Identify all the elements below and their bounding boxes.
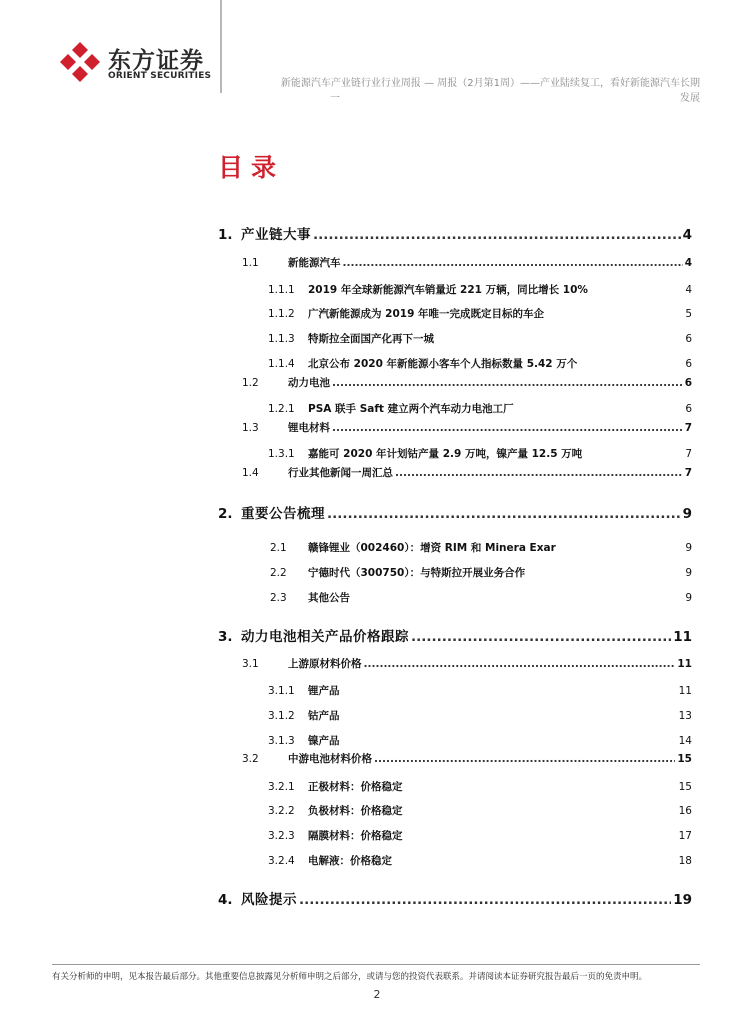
- report-title-line-1: 新能源汽车产业链行业行业周报 — 周报（2月第1周）——产业陆续复工，看好新能源汽车长期: [280, 78, 700, 89]
- toc-number: 3.1.1: [268, 685, 295, 697]
- toc-number: 1.1.1: [268, 284, 295, 296]
- toc-number: 3.1.3: [268, 735, 295, 747]
- toc-label: 风险提示: [241, 892, 297, 908]
- toc-label: 正极材料：价格稳定: [308, 781, 403, 793]
- toc-number: 2.1: [270, 542, 287, 554]
- toc-leader: [299, 892, 671, 908]
- toc-label: 特斯拉全面国产化再下一城: [308, 333, 434, 345]
- toc-label: 嘉能可 2020 年计划钴产量 2.9 万吨，镍产量 12.5 万吨: [308, 448, 583, 460]
- footer-disclaimer: 有关分析师的申明，见本报告最后部分。其他重要信息披露见分析师申明之后部分，或请与您的投资代表联系。并请阅读本证券研究报告最后一页的免责申明。: [52, 972, 648, 982]
- logo: [58, 40, 218, 86]
- toc-label: 上游原材料价格: [288, 658, 362, 670]
- toc-page: 9: [685, 542, 692, 554]
- toc-page: 14: [678, 735, 692, 747]
- toc-page: 7: [684, 467, 692, 479]
- toc-page: 15: [677, 753, 692, 765]
- toc-number: 3.2.1: [268, 781, 295, 793]
- toc-number: 3.2.4: [268, 855, 295, 867]
- toc-number: 2.2: [270, 567, 287, 579]
- toc-label: 隔膜材料：价格稳定: [308, 830, 403, 842]
- toc-entry[interactable]: [268, 331, 692, 346]
- toc-page: 9: [685, 592, 692, 604]
- toc-page: 18: [678, 855, 692, 867]
- toc-entry[interactable]: [270, 565, 692, 580]
- report-title-line-2: 一 发展: [330, 93, 700, 104]
- toc-page: 13: [678, 710, 692, 722]
- toc-number: 1.4: [242, 467, 259, 479]
- toc-page: 4: [682, 227, 692, 243]
- toc-entry[interactable]: [218, 502, 692, 522]
- toc-entry[interactable]: [218, 223, 692, 243]
- toc-label: 宁德时代（300750）：与特斯拉开展业务合作: [308, 567, 526, 579]
- toc-page: 4: [684, 257, 692, 269]
- toc-entry[interactable]: [268, 356, 692, 371]
- toc-number: 1.3: [242, 422, 259, 434]
- toc-leader: [411, 629, 671, 645]
- toc-number: 1.1.4: [268, 358, 295, 370]
- toc-label: 赣锋锂业（002460）：增资 RIM 和 Minera Exar: [308, 542, 556, 554]
- toc-entry[interactable]: [242, 375, 692, 390]
- toc-number: 1.: [218, 227, 233, 243]
- toc-page: 16: [678, 805, 692, 817]
- toc-number: 1.1.3: [268, 333, 295, 345]
- toc-leader: [343, 257, 683, 269]
- page-title: 目录: [218, 153, 285, 182]
- toc-label: 重要公告梳理: [241, 506, 325, 522]
- toc-label: 中游电池材料价格: [288, 753, 372, 765]
- toc-number: 1.1: [242, 257, 259, 269]
- toc-label: 行业其他新闻一周汇总: [288, 467, 393, 479]
- toc-page: 7: [684, 422, 692, 434]
- toc-entry[interactable]: [268, 733, 692, 748]
- toc-leader: [332, 377, 683, 389]
- toc-page: 11: [678, 685, 692, 697]
- toc-page: 11: [673, 629, 692, 645]
- toc-entry[interactable]: [268, 779, 692, 794]
- toc-number: 4.: [218, 892, 233, 908]
- toc-number: 1.3.1: [268, 448, 295, 460]
- toc-page: 11: [677, 658, 692, 670]
- toc-entry[interactable]: [268, 708, 692, 723]
- toc-page: 6: [684, 377, 692, 389]
- toc-label: 北京公布 2020 年新能源小客车个人指标数量 5.42 万个: [308, 358, 578, 370]
- toc-page: 6: [685, 358, 692, 370]
- toc-entry[interactable]: [242, 656, 692, 671]
- toc-number: 3.2.3: [268, 830, 295, 842]
- toc-page: 4: [685, 284, 692, 296]
- toc-label: 新能源汽车: [288, 257, 341, 269]
- toc-number: 2.3: [270, 592, 287, 604]
- toc-entry[interactable]: [268, 683, 692, 698]
- toc-entry[interactable]: [242, 465, 692, 480]
- toc-entry[interactable]: [270, 540, 692, 555]
- toc-entry[interactable]: [242, 420, 692, 435]
- toc-leader: [374, 753, 675, 765]
- toc-number: 3.2: [242, 753, 259, 765]
- toc-page: 6: [685, 333, 692, 345]
- toc-label: 镍产品: [308, 735, 340, 747]
- toc-label: 电解液：价格稳定: [308, 855, 392, 867]
- toc-entry[interactable]: [268, 853, 692, 868]
- toc-entry[interactable]: [242, 751, 692, 766]
- toc-leader: [364, 658, 676, 670]
- toc-label: 锂电材料: [288, 422, 330, 434]
- toc-label: 负极材料：价格稳定: [308, 805, 403, 817]
- toc-entry[interactable]: [268, 803, 692, 818]
- toc-number: 3.: [218, 629, 233, 645]
- report-title: [250, 76, 700, 106]
- toc-label: 2019 年全球新能源汽车销量近 221 万辆，同比增长 10%: [308, 284, 588, 296]
- toc-page: 17: [678, 830, 692, 842]
- toc-leader: [332, 422, 683, 434]
- toc-number: 3.1: [242, 658, 259, 670]
- toc-label: 锂产品: [308, 685, 340, 697]
- toc-entry[interactable]: [268, 401, 692, 416]
- toc-label: 动力电池: [288, 377, 330, 389]
- toc-entry[interactable]: [268, 282, 692, 297]
- toc-entry[interactable]: [218, 888, 692, 908]
- toc-entry[interactable]: [218, 625, 692, 645]
- toc-label: PSA 联手 Saft 建立两个汽车动力电池工厂: [308, 403, 514, 415]
- toc-page: 9: [685, 567, 692, 579]
- toc-entry[interactable]: [242, 255, 692, 270]
- toc-page: 5: [685, 308, 692, 320]
- toc-leader: [313, 227, 681, 243]
- toc-page: 15: [678, 781, 692, 793]
- toc-number: 3.1.2: [268, 710, 295, 722]
- toc-page: 19: [673, 892, 692, 908]
- toc-number: 1.2: [242, 377, 259, 389]
- footer-divider: [52, 964, 700, 965]
- toc-number: 1.2.1: [268, 403, 295, 415]
- toc-label: 动力电池相关产品价格跟踪: [241, 629, 409, 645]
- logo-english-name: ORIENT SECURITIES: [108, 71, 212, 81]
- toc-leader: [327, 506, 681, 522]
- toc-number: 2.: [218, 506, 233, 522]
- toc-entry[interactable]: [268, 828, 692, 843]
- orient-securities-logo-icon: [58, 40, 102, 84]
- toc-page: 7: [685, 448, 692, 460]
- logo-chinese-name: 东方证券: [108, 48, 204, 74]
- toc-label: 钴产品: [308, 710, 340, 722]
- toc-number: 1.1.2: [268, 308, 295, 320]
- toc-label: 产业链大事: [241, 227, 311, 243]
- toc-label: 广汽新能源成为 2019 年唯一完成既定目标的车企: [308, 308, 545, 320]
- toc-page: 6: [685, 403, 692, 415]
- toc-entry[interactable]: [270, 590, 692, 605]
- toc-leader: [395, 467, 683, 479]
- toc-label: 其他公告: [308, 592, 350, 604]
- toc-page: 9: [682, 506, 692, 522]
- toc-entry[interactable]: [268, 306, 692, 321]
- toc-number: 3.2.2: [268, 805, 295, 817]
- toc-entry[interactable]: [268, 446, 692, 461]
- header-divider: [220, 0, 222, 93]
- page-number: 2: [373, 988, 381, 1001]
